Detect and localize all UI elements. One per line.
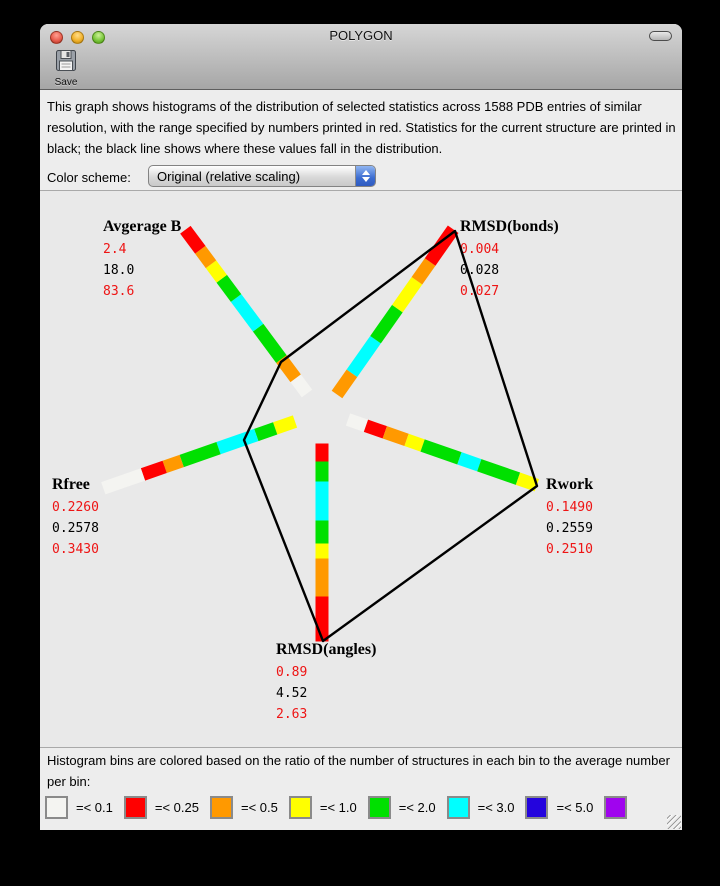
axis-label-avgb: Avgerage B [103, 218, 182, 235]
axis-min-rwork: 0.1490 [546, 500, 593, 515]
polygon-window [40, 24, 682, 830]
legend-item [368, 796, 436, 819]
legend-swatch-cyan [447, 796, 470, 819]
legend-item [447, 796, 515, 819]
legend-item [525, 796, 593, 819]
axis-min-angles: 0.89 [276, 665, 308, 680]
window-title: POLYGON [329, 28, 393, 43]
axis-label-bonds: RMSD(bonds) [460, 218, 559, 235]
polygon-outline [40, 191, 682, 747]
axis-min-bonds: 0.004 [460, 242, 500, 257]
legend-item [604, 796, 627, 819]
legend-label: =< 0.1 [76, 800, 113, 815]
axis-max-bonds: 0.027 [460, 284, 500, 299]
legend-swatch-orange [210, 796, 233, 819]
legend-label: =< 1.0 [319, 800, 357, 815]
color-scheme-select[interactable] [148, 165, 376, 187]
window-chrome [40, 24, 682, 90]
legend-swatch-red [124, 796, 147, 819]
axis-label-rfree: Rfree [52, 476, 90, 493]
color-scheme-value: Original (relative scaling) [157, 168, 301, 184]
legend-item [210, 796, 278, 819]
legend-item [124, 796, 199, 819]
axis-current-rfree: 0.2578 [52, 521, 99, 536]
description-text: This graph shows histograms of the distribution of selected statistics across 1588 PDB entries of similar resolution, with the range specified by numbers printed in red. Statistics for the current structure are printed in black; the black line shows where these values fall in the distribution. [47, 99, 676, 156]
color-scheme-label: Color scheme: [47, 170, 131, 185]
toolbar-toggle-pill[interactable] [649, 31, 672, 41]
titlebar[interactable] [40, 24, 682, 47]
axis-min-rfree: 0.2260 [52, 500, 99, 515]
legend-item [289, 796, 357, 819]
legend-label: =< 0.5 [240, 800, 278, 815]
legend-label: =< 0.25 [154, 800, 199, 815]
axis-label-angles: RMSD(angles) [276, 641, 377, 658]
legend-label: =< 3.0 [477, 800, 515, 815]
legend-description: Histogram bins are colored based on the ratio of the number of structures in each bin to the average number per bin: [47, 753, 670, 789]
axis-max-avgb: 83.6 [103, 284, 135, 299]
axis-current-bonds: 0.028 [460, 263, 500, 278]
resize-grip-icon[interactable] [667, 815, 681, 829]
axis-current-avgb: 18.0 [103, 263, 135, 278]
axis-max-rwork: 0.2510 [546, 542, 593, 557]
legend-swatch-purple [604, 796, 627, 819]
legend-label: =< 5.0 [556, 800, 594, 815]
axis-max-angles: 2.63 [276, 707, 308, 722]
legend-row [45, 796, 677, 819]
save-icon [54, 49, 78, 72]
legend-label: =< 2.0 [398, 800, 436, 815]
save-label: Save [54, 77, 78, 88]
legend-swatch-green [368, 796, 391, 819]
legend-swatch-blue [525, 796, 548, 819]
legend-swatch-yellow [289, 796, 312, 819]
legend-swatch-white [45, 796, 68, 819]
axis-current-rwork: 0.2559 [546, 521, 593, 536]
legend-item [45, 796, 113, 819]
polygon-plot [40, 190, 682, 748]
save-button[interactable] [48, 49, 84, 88]
axis-label-rwork: Rwork [546, 476, 594, 493]
axis-current-angles: 4.52 [276, 686, 308, 701]
axis-min-avgb: 2.4 [103, 242, 127, 257]
dropdown-arrows-icon [355, 166, 375, 186]
axis-max-rfree: 0.3430 [52, 542, 99, 557]
